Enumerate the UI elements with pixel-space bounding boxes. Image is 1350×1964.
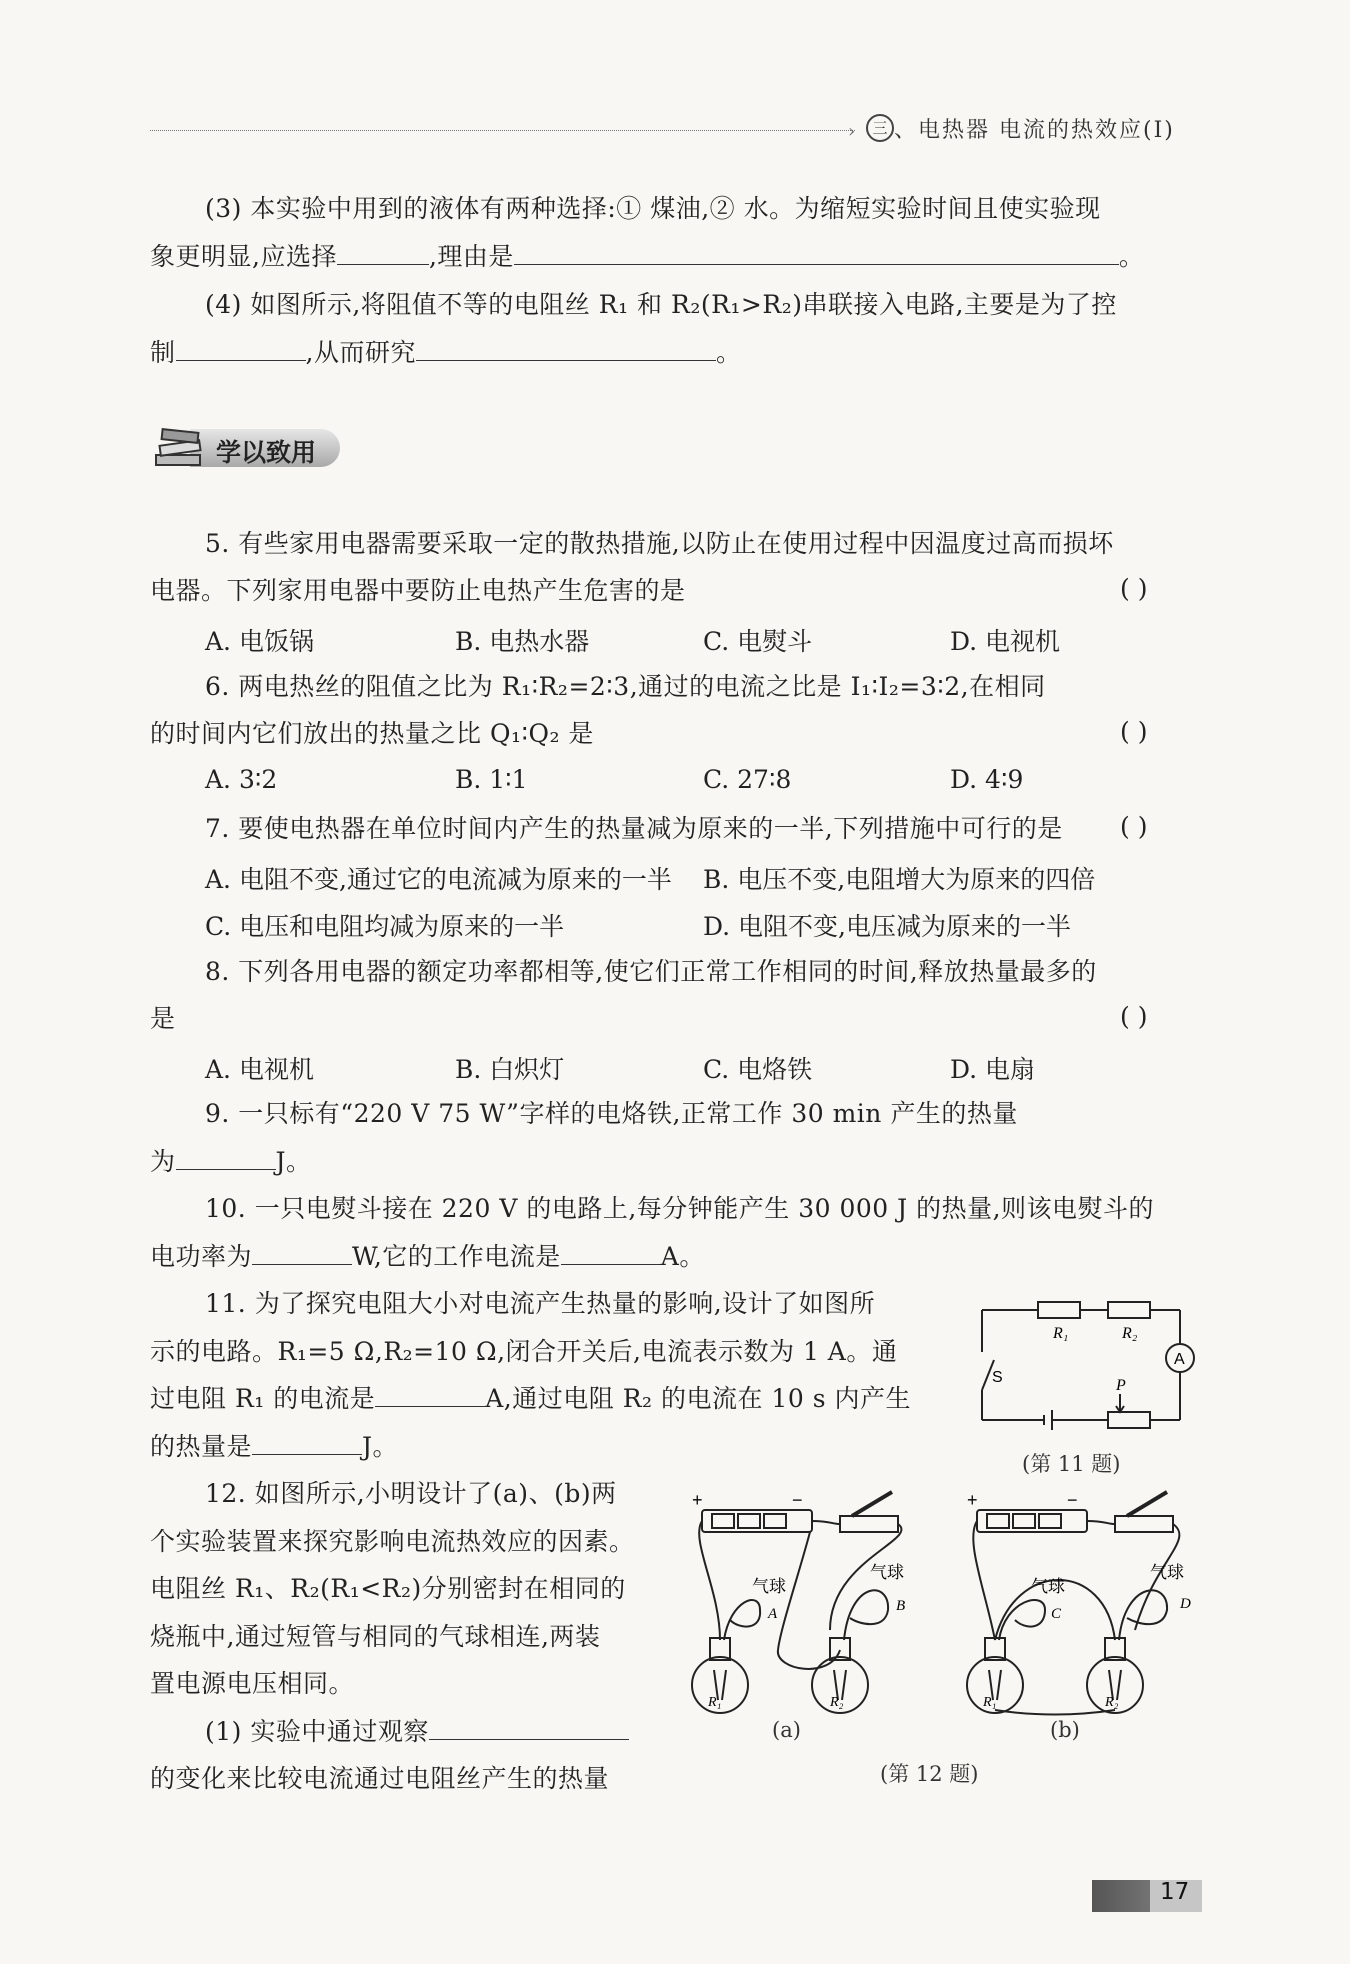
q3-text-b: ,理由是 <box>428 242 514 271</box>
q8-line1: 8. 下列各用电器的额定功率都相等,使它们正常工作相同的时间,释放热量最多的 <box>205 957 1097 986</box>
q8-line2: 是 <box>150 1004 176 1033</box>
q4-line2 <box>150 336 741 370</box>
books-icon <box>152 425 212 475</box>
q12-line4: 烧瓶中,通过短管与相同的气球相连,两装 <box>150 1622 601 1651</box>
q11-line3 <box>150 1382 911 1416</box>
resistor-r2 <box>1108 1302 1150 1318</box>
minus-sign-a: − <box>792 1490 803 1510</box>
label-switch: S <box>992 1369 1003 1386</box>
q12-line5: 置电源电压相同。 <box>150 1669 355 1698</box>
q6-option-d[interactable]: D. 4∶9 <box>950 765 1024 794</box>
q5-option-d[interactable]: D. 电视机 <box>950 627 1061 656</box>
q11-text-d: J。 <box>362 1432 399 1461</box>
q10-text-a: 电功率为 <box>150 1242 253 1271</box>
q7-line1: 7. 要使电热器在单位时间内产生的热量减为原来的一半,下列措施中可行的是 <box>205 814 1063 843</box>
q6-option-c[interactable]: C. 27∶8 <box>703 765 792 794</box>
q4-text-a: 制 <box>150 338 176 367</box>
q10-blank-2[interactable] <box>561 1242 661 1265</box>
q12-line3: 电阻丝 R₁、R₂(R₁<R₂)分别密封在相同的 <box>150 1574 626 1603</box>
balloon-label-b2: 气球 <box>1150 1563 1184 1583</box>
q5-option-b[interactable]: B. 电热水器 <box>455 627 590 656</box>
q7-option-b[interactable]: B. 电压不变,电阻增大为原来的四倍 <box>703 865 1096 894</box>
plus-sign-a: + <box>692 1490 703 1510</box>
q6-option-b[interactable]: B. 1∶1 <box>455 765 528 794</box>
label-r2: R₂ <box>1122 1325 1138 1342</box>
label-r1: R₁ <box>1053 1325 1069 1342</box>
figure-b-label: (b) <box>1050 1718 1080 1742</box>
q11-line1: 11. 为了探究电阻大小对电流产生热量的影响,设计了如图所 <box>205 1289 876 1318</box>
q12-sub1-text: (1) 实验中通过观察 <box>205 1717 429 1746</box>
q11-caption: (第 11 题) <box>1022 1452 1121 1476</box>
q10-line2 <box>150 1240 705 1274</box>
label-r1-b: R₁ <box>983 1695 997 1710</box>
section-title: 学以致用 <box>216 438 317 467</box>
q3-line1: (3) 本实验中用到的液体有两种选择:① 煤油,② 水。为缩短实验时间且使实验现 <box>205 194 1101 223</box>
label-balloon-B: B <box>896 1598 906 1614</box>
q11-circuit-diagram <box>970 1290 1210 1460</box>
label-ammeter: A <box>1174 1351 1185 1368</box>
section-banner <box>152 425 342 469</box>
q5-answer-paren[interactable]: ( ) <box>1120 574 1148 603</box>
q4-line1: (4) 如图所示,将阻值不等的电阻丝 R₁ 和 R₂(R₁>R₂)串联接入电路,主要是为了控 <box>205 290 1117 319</box>
q5-line2: 电器。下列家用电器中要防止电热产生危害的是 <box>150 576 686 605</box>
q3-blank-2[interactable] <box>514 242 1119 265</box>
q7-option-a[interactable]: A. 电阻不变,通过它的电流减为原来的一半 <box>205 865 672 894</box>
label-balloon-D: D <box>1180 1596 1191 1612</box>
q11-text-a: 过电阻 R₁ 的电流是 <box>150 1384 376 1413</box>
q5-line1: 5. 有些家用电器需要采取一定的散热措施,以防止在使用过程中因温度过高而损坏 <box>205 529 1114 558</box>
q9-line2 <box>150 1145 312 1179</box>
plus-sign-b: + <box>967 1490 978 1510</box>
q12-line1: 12. 如图所示,小明设计了(a)、(b)两 <box>205 1479 617 1508</box>
minus-sign-b: − <box>1067 1490 1078 1510</box>
label-slider: P <box>1116 1377 1126 1394</box>
q10-line1: 10. 一只电熨斗接在 220 V 的电路上,每分钟能产生 30 000 J 的热量,则该电熨斗的 <box>205 1194 1155 1223</box>
q6-answer-paren[interactable]: ( ) <box>1120 717 1148 746</box>
label-balloon-C: C <box>1051 1606 1062 1622</box>
q12-sub1-line2: 的变化来比较电流通过电阻丝产生的热量 <box>150 1764 610 1793</box>
resistor-r1 <box>1038 1302 1080 1318</box>
q10-text-c: A。 <box>660 1242 705 1271</box>
figure-a-label: (a) <box>772 1718 801 1742</box>
q4-blank-2[interactable] <box>416 338 716 361</box>
q7-option-d[interactable]: D. 电阻不变,电压减为原来的一半 <box>703 912 1071 941</box>
label-balloon-A: A <box>768 1606 778 1622</box>
q7-answer-paren[interactable]: ( ) <box>1120 812 1148 841</box>
q3-blank-1[interactable] <box>337 242 429 265</box>
q9-text-b: J。 <box>275 1147 312 1176</box>
header-rule <box>150 130 855 131</box>
q12-caption: (第 12 题) <box>880 1762 979 1786</box>
q12-blank-1[interactable] <box>429 1717 629 1740</box>
label-r2-a: R₂ <box>830 1695 844 1710</box>
q12-figure-b <box>955 1480 1215 1720</box>
balloon-label-a2: 气球 <box>870 1563 904 1583</box>
q5-option-a[interactable]: A. 电饭锅 <box>205 627 314 656</box>
chapter-title: 、电热器 电流的热效应(Ⅰ) <box>894 118 1175 143</box>
q9-blank[interactable] <box>176 1147 276 1170</box>
balloon-label-a1: 气球 <box>752 1577 786 1597</box>
q4-text-c: 。 <box>715 338 742 367</box>
q10-blank-1[interactable] <box>252 1242 352 1265</box>
q12-figure-a <box>680 1480 940 1720</box>
q11-line2: 示的电路。R₁=5 Ω,R₂=10 Ω,闭合开关后,电流表示数为 1 A。通 <box>150 1337 898 1366</box>
q9-text-a: 为 <box>150 1147 176 1176</box>
q3-text-c: 。 <box>1118 242 1145 271</box>
header-arrow-icon: › <box>848 121 856 142</box>
q6-option-a[interactable]: A. 3∶2 <box>205 765 278 794</box>
q12-line2: 个实验装置来探究影响电流热效应的因素。 <box>150 1527 635 1556</box>
q11-text-b: A,通过电阻 R₂ 的电流在 10 s 内产生 <box>485 1384 911 1413</box>
label-r2-b: R₂ <box>1105 1695 1119 1710</box>
q8-option-a[interactable]: A. 电视机 <box>205 1055 314 1084</box>
page-number: 17 <box>1160 1879 1190 1905</box>
q10-text-b: W,它的工作电流是 <box>352 1242 561 1271</box>
q6-line1: 6. 两电热丝的阻值之比为 R₁∶R₂=2∶3,通过的电流之比是 I₁∶I₂=3∶2,在相同 <box>205 672 1046 701</box>
q4-text-b: ,从而研究 <box>305 338 416 367</box>
q12-sub1-line1 <box>205 1715 629 1749</box>
balloon-label-b1: 气球 <box>1031 1577 1065 1597</box>
q8-option-c[interactable]: C. 电烙铁 <box>703 1055 813 1084</box>
q11-text-c: 的热量是 <box>150 1432 253 1461</box>
chapter-number-badge: 三 <box>866 114 894 142</box>
q8-option-d[interactable]: D. 电扇 <box>950 1055 1036 1084</box>
q7-option-c[interactable]: C. 电压和电阻均减为原来的一半 <box>205 912 565 941</box>
q11-line4 <box>150 1430 398 1464</box>
q8-answer-paren[interactable]: ( ) <box>1120 1002 1148 1031</box>
label-r1-a: R₁ <box>708 1695 722 1710</box>
q5-option-c[interactable]: C. 电熨斗 <box>703 627 813 656</box>
q11-blank-1[interactable] <box>375 1384 485 1407</box>
q3-text-a: 象更明显,应选择 <box>150 242 337 271</box>
q8-option-b[interactable]: B. 白炽灯 <box>455 1055 565 1084</box>
q4-blank-1[interactable] <box>176 338 306 361</box>
q9-line1: 9. 一只标有“220 V 75 W”字样的电烙铁,正常工作 30 min 产生的热量 <box>205 1099 1018 1128</box>
q3-line2 <box>150 240 1144 274</box>
q6-line2: 的时间内它们放出的热量之比 Q₁∶Q₂ 是 <box>150 719 594 748</box>
q11-blank-2[interactable] <box>252 1432 362 1455</box>
